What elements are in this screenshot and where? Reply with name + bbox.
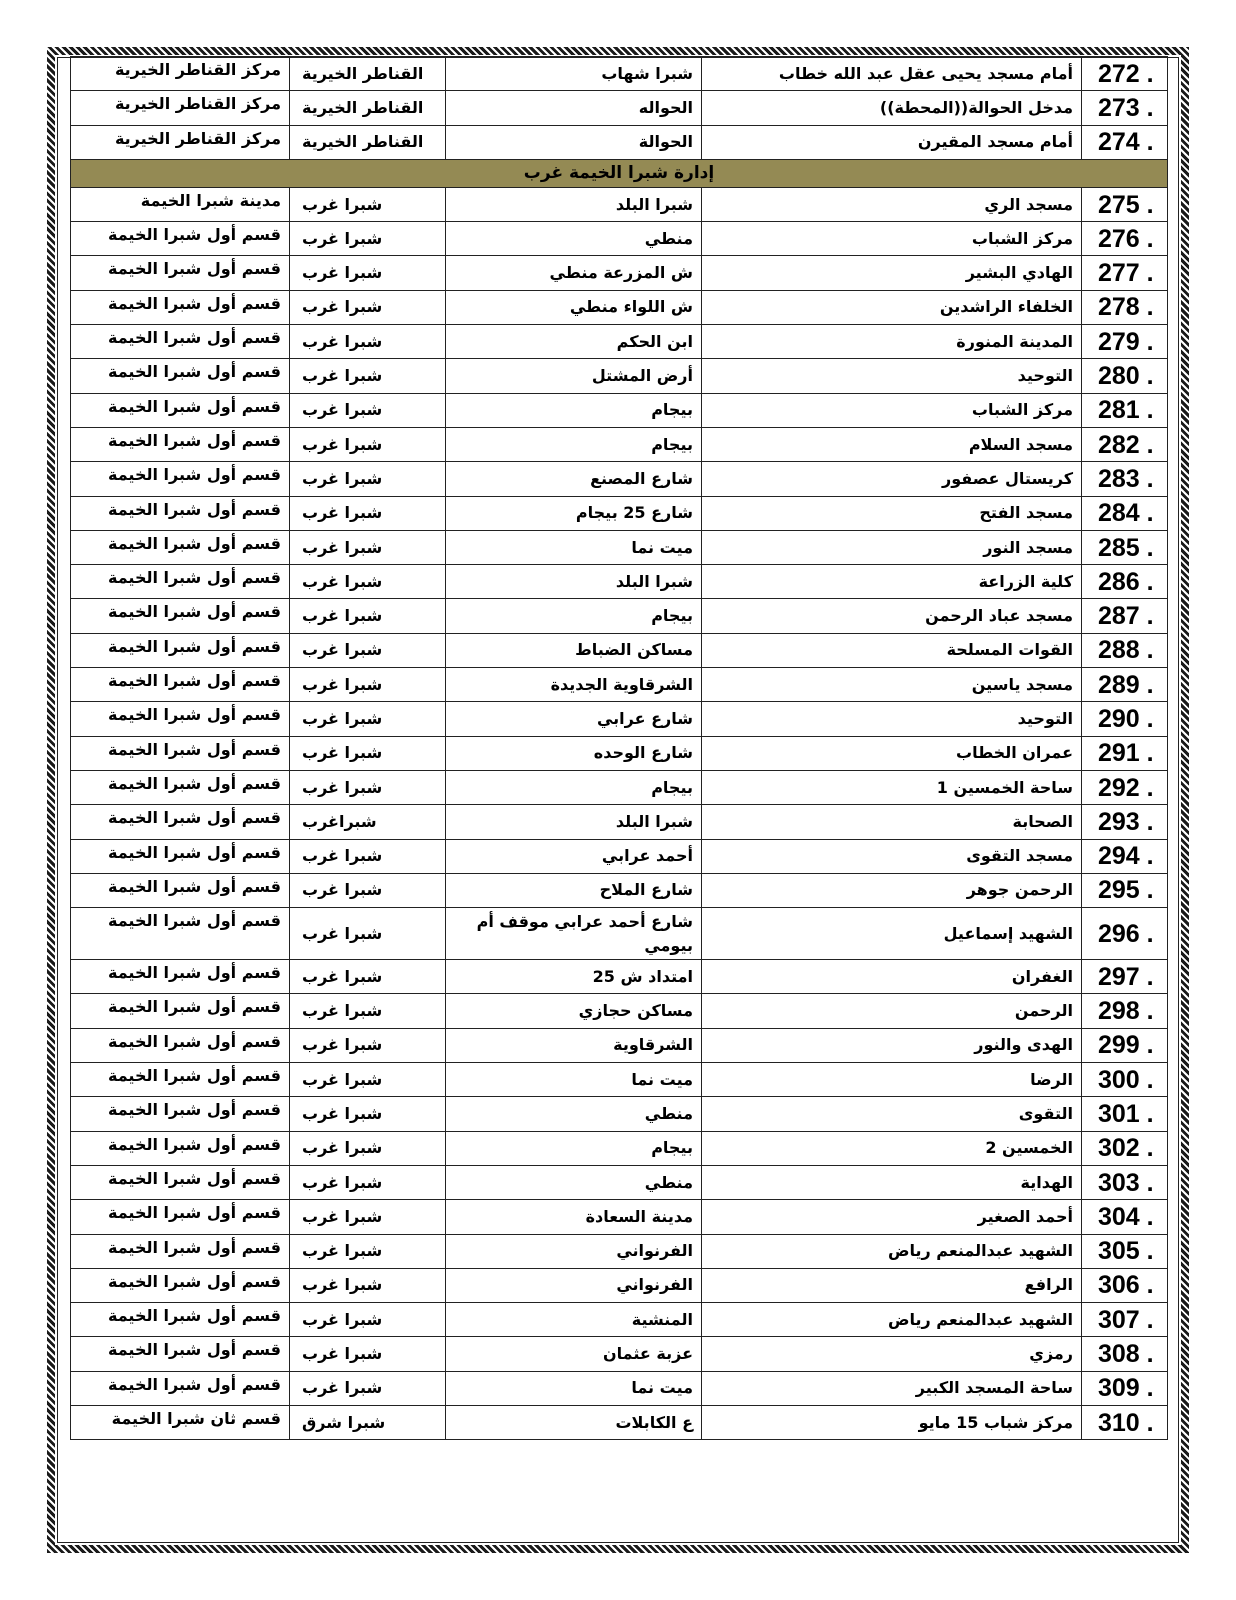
center-name: قسم أول شبرا الخيمة (71, 960, 290, 994)
row-number: 281 . (1082, 393, 1168, 427)
location-name: الهادي البشير (702, 256, 1082, 290)
row-number: 300 . (1082, 1063, 1168, 1097)
location-name: مسجد الري (702, 187, 1082, 221)
row-number: 275 . (1082, 187, 1168, 221)
table-row (71, 1131, 1168, 1165)
district-name: شبرا غرب (290, 736, 446, 770)
location-name: الهداية (702, 1165, 1082, 1199)
row-number: 272 . (1082, 57, 1168, 91)
area-name: بيجام (446, 393, 702, 427)
center-name: مركز القناطر الخيرية (71, 125, 290, 159)
area-name: الشرقاوية الجديدة (446, 668, 702, 702)
center-name: قسم أول شبرا الخيمة (71, 1337, 290, 1371)
location-name: التقوى (702, 1097, 1082, 1131)
row-number: 283 . (1082, 462, 1168, 496)
table-row (71, 1337, 1168, 1371)
location-name: الشهيد عبدالمنعم رياض (702, 1303, 1082, 1337)
table-row (71, 427, 1168, 461)
table-row (71, 960, 1168, 994)
row-number: 299 . (1082, 1028, 1168, 1062)
area-name: أحمد عرابي (446, 839, 702, 873)
location-name: مركز شباب 15 مايو (702, 1405, 1082, 1439)
district-name: القناطر الخيرية (290, 91, 446, 125)
area-name: مساكن الضباط (446, 633, 702, 667)
area-name: شبرا البلد (446, 187, 702, 221)
location-name: مسجد النور (702, 530, 1082, 564)
center-name: قسم أول شبرا الخيمة (71, 1371, 290, 1405)
area-name: ميت نما (446, 530, 702, 564)
district-name: شبرا غرب (290, 702, 446, 736)
center-name: قسم أول شبرا الخيمة (71, 1234, 290, 1268)
table-row (71, 496, 1168, 530)
center-name: قسم أول شبرا الخيمة (71, 565, 290, 599)
district-name: شبرا شرق (290, 1405, 446, 1439)
area-name: مساكن حجازي (446, 994, 702, 1028)
center-name: قسم أول شبرا الخيمة (71, 1063, 290, 1097)
section-title: إدارة شبرا الخيمة غرب (71, 159, 1168, 187)
table-row (71, 290, 1168, 324)
district-name: شبرا غرب (290, 359, 446, 393)
area-name: الشرقاوية (446, 1028, 702, 1062)
row-number: 296 . (1082, 908, 1168, 960)
district-name: شبرا غرب (290, 496, 446, 530)
area-name: بيجام (446, 1131, 702, 1165)
center-name: قسم أول شبرا الخيمة (71, 736, 290, 770)
district-name: شبرا غرب (290, 668, 446, 702)
table-row (71, 908, 1168, 960)
district-name: شبرا غرب (290, 1097, 446, 1131)
location-name: عمران الخطاب (702, 736, 1082, 770)
area-name: المنشية (446, 1303, 702, 1337)
table-row (71, 668, 1168, 702)
district-name: شبرا غرب (290, 1028, 446, 1062)
area-name: شبرا شهاب (446, 57, 702, 91)
center-name: قسم أول شبرا الخيمة (71, 668, 290, 702)
district-name: شبرا غرب (290, 290, 446, 324)
row-number: 282 . (1082, 427, 1168, 461)
location-name: مسجد الفتح (702, 496, 1082, 530)
area-name: بيجام (446, 427, 702, 461)
center-name: قسم أول شبرا الخيمة (71, 427, 290, 461)
location-name: المدينة المنورة (702, 325, 1082, 359)
row-number: 293 . (1082, 805, 1168, 839)
table-row (71, 736, 1168, 770)
location-name: الشهيد عبدالمنعم رياض (702, 1234, 1082, 1268)
table-row (71, 359, 1168, 393)
center-name: قسم أول شبرا الخيمة (71, 1200, 290, 1234)
table-row (71, 222, 1168, 256)
location-name: الشهيد إسماعيل (702, 908, 1082, 960)
row-number: 280 . (1082, 359, 1168, 393)
area-name: منطي (446, 1165, 702, 1199)
row-number: 279 . (1082, 325, 1168, 359)
table-row (71, 462, 1168, 496)
center-name: قسم أول شبرا الخيمة (71, 702, 290, 736)
row-number: 274 . (1082, 125, 1168, 159)
center-name: قسم ثان شبرا الخيمة (71, 1405, 290, 1439)
row-number: 277 . (1082, 256, 1168, 290)
area-name: ش اللواء منطي (446, 290, 702, 324)
table-row (71, 187, 1168, 221)
center-name: قسم أول شبرا الخيمة (71, 599, 290, 633)
location-name: رمزي (702, 1337, 1082, 1371)
row-number: 278 . (1082, 290, 1168, 324)
table-row (71, 57, 1168, 91)
location-name: كلية الزراعة (702, 565, 1082, 599)
location-name: مسجد ياسين (702, 668, 1082, 702)
location-name: الرضا (702, 1063, 1082, 1097)
center-name: قسم أول شبرا الخيمة (71, 1028, 290, 1062)
area-name: الفرنواني (446, 1268, 702, 1302)
table-row (71, 599, 1168, 633)
district-name: شبرا غرب (290, 873, 446, 907)
district-name: شبرا غرب (290, 187, 446, 221)
area-name: شارع الملاح (446, 873, 702, 907)
location-name: مسجد السلام (702, 427, 1082, 461)
row-number: 289 . (1082, 668, 1168, 702)
location-name: الخلفاء الراشدين (702, 290, 1082, 324)
location-name: أمام مسجد يحيى عقل عبد الله خطاب (702, 57, 1082, 91)
center-name: قسم أول شبرا الخيمة (71, 770, 290, 804)
row-number: 287 . (1082, 599, 1168, 633)
location-name: التوحيد (702, 359, 1082, 393)
area-name: شارع المصنع (446, 462, 702, 496)
row-number: 306 . (1082, 1268, 1168, 1302)
table-row (71, 1234, 1168, 1268)
table-row (71, 1200, 1168, 1234)
district-name: شبرا غرب (290, 1268, 446, 1302)
row-number: 298 . (1082, 994, 1168, 1028)
district-name: القناطر الخيرية (290, 125, 446, 159)
row-number: 305 . (1082, 1234, 1168, 1268)
area-name: مدينة السعادة (446, 1200, 702, 1234)
center-name: قسم أول شبرا الخيمة (71, 994, 290, 1028)
table-row (71, 1303, 1168, 1337)
location-name: الصحابة (702, 805, 1082, 839)
table-row (71, 1028, 1168, 1062)
table-row (71, 994, 1168, 1028)
center-name: قسم أول شبرا الخيمة (71, 805, 290, 839)
area-name: ميت نما (446, 1063, 702, 1097)
table-row (71, 1371, 1168, 1405)
row-number: 294 . (1082, 839, 1168, 873)
area-name: شارع أحمد عرابي موقف أم بيومي (446, 908, 702, 960)
row-number: 291 . (1082, 736, 1168, 770)
row-number: 310 . (1082, 1405, 1168, 1439)
table-row (71, 1063, 1168, 1097)
table-row (71, 805, 1168, 839)
table-row (71, 393, 1168, 427)
row-number: 288 . (1082, 633, 1168, 667)
area-name: بيجام (446, 599, 702, 633)
district-name: شبرا غرب (290, 1371, 446, 1405)
center-name: قسم أول شبرا الخيمة (71, 1097, 290, 1131)
area-name: الحوالة (446, 125, 702, 159)
table-row (71, 530, 1168, 564)
location-name: مركز الشباب (702, 222, 1082, 256)
center-name: قسم أول شبرا الخيمة (71, 530, 290, 564)
area-name: ميت نما (446, 1371, 702, 1405)
location-name: الرحمن (702, 994, 1082, 1028)
location-name: كريستال عصفور (702, 462, 1082, 496)
area-name: عزبة عثمان (446, 1337, 702, 1371)
row-number: 284 . (1082, 496, 1168, 530)
district-name: شبرا غرب (290, 325, 446, 359)
center-name: قسم أول شبرا الخيمة (71, 633, 290, 667)
location-name: التوحيد (702, 702, 1082, 736)
center-name: قسم أول شبرا الخيمة (71, 1303, 290, 1337)
center-name: قسم أول شبرا الخيمة (71, 325, 290, 359)
district-name: شبرا غرب (290, 393, 446, 427)
district-name: شبرا غرب (290, 770, 446, 804)
location-name: الخمسين 2 (702, 1131, 1082, 1165)
location-name: الغفران (702, 960, 1082, 994)
locations-table (70, 56, 1168, 1440)
location-name: أمام مسجد المقيرن (702, 125, 1082, 159)
row-number: 303 . (1082, 1165, 1168, 1199)
row-number: 285 . (1082, 530, 1168, 564)
center-name: قسم أول شبرا الخيمة (71, 222, 290, 256)
district-name: شبرا غرب (290, 1337, 446, 1371)
area-name: بيجام (446, 770, 702, 804)
location-name: مسجد عباد الرحمن (702, 599, 1082, 633)
center-name: قسم أول شبرا الخيمة (71, 290, 290, 324)
table-row (71, 256, 1168, 290)
center-name: قسم أول شبرا الخيمة (71, 359, 290, 393)
center-name: قسم أول شبرا الخيمة (71, 393, 290, 427)
area-name: شارع 25 بيجام (446, 496, 702, 530)
row-number: 301 . (1082, 1097, 1168, 1131)
row-number: 309 . (1082, 1371, 1168, 1405)
table-row (71, 873, 1168, 907)
row-number: 304 . (1082, 1200, 1168, 1234)
district-name: شبرا غرب (290, 565, 446, 599)
row-number: 307 . (1082, 1303, 1168, 1337)
area-name: شارع عرابي (446, 702, 702, 736)
table-row (71, 1097, 1168, 1131)
area-name: منطي (446, 222, 702, 256)
row-number: 295 . (1082, 873, 1168, 907)
district-name: شبرا غرب (290, 633, 446, 667)
area-name: الحواله (446, 91, 702, 125)
district-name: شبرا غرب (290, 1200, 446, 1234)
table-row (71, 1165, 1168, 1199)
location-name: القوات المسلحة (702, 633, 1082, 667)
location-name: الرحمن جوهر (702, 873, 1082, 907)
area-name: منطي (446, 1097, 702, 1131)
district-name: شبرا غرب (290, 462, 446, 496)
table-row (71, 839, 1168, 873)
district-name: شبرا غرب (290, 1131, 446, 1165)
center-name: قسم أول شبرا الخيمة (71, 256, 290, 290)
district-name: شبرا غرب (290, 222, 446, 256)
district-name: شبرا غرب (290, 1165, 446, 1199)
district-name: شبرا غرب (290, 427, 446, 461)
table-row (71, 702, 1168, 736)
center-name: قسم أول شبرا الخيمة (71, 1268, 290, 1302)
table-row (71, 91, 1168, 125)
table-row (71, 770, 1168, 804)
location-name: مسجد التقوى (702, 839, 1082, 873)
row-number: 292 . (1082, 770, 1168, 804)
center-name: قسم أول شبرا الخيمة (71, 839, 290, 873)
center-name: قسم أول شبرا الخيمة (71, 1131, 290, 1165)
center-name: مدينة شبرا الخيمة (71, 187, 290, 221)
district-name: شبرا غرب (290, 1303, 446, 1337)
area-name: شبرا البلد (446, 565, 702, 599)
location-name: أحمد الصغير (702, 1200, 1082, 1234)
location-name: ساحة المسجد الكبير (702, 1371, 1082, 1405)
district-name: شبرا غرب (290, 960, 446, 994)
area-name: الفرنواني (446, 1234, 702, 1268)
center-name: قسم أول شبرا الخيمة (71, 908, 290, 960)
district-name: شبرا غرب (290, 839, 446, 873)
area-name: شبرا البلد (446, 805, 702, 839)
table-row (71, 1405, 1168, 1439)
location-name: مدخل الحوالة((المحطة)) (702, 91, 1082, 125)
table-row (71, 1268, 1168, 1302)
center-name: قسم أول شبرا الخيمة (71, 462, 290, 496)
row-number: 286 . (1082, 565, 1168, 599)
row-number: 308 . (1082, 1337, 1168, 1371)
location-name: مركز الشباب (702, 393, 1082, 427)
area-name: امتداد ش 25 (446, 960, 702, 994)
table-row (71, 633, 1168, 667)
row-number: 273 . (1082, 91, 1168, 125)
center-name: مركز القناطر الخيرية (71, 57, 290, 91)
district-name: شبرا غرب (290, 1234, 446, 1268)
district-name: شبرا غرب (290, 530, 446, 564)
center-name: مركز القناطر الخيرية (71, 91, 290, 125)
area-name: ع الكابلات (446, 1405, 702, 1439)
location-name: ساحة الخمسين 1 (702, 770, 1082, 804)
table-row (71, 125, 1168, 159)
area-name: شارع الوحده (446, 736, 702, 770)
section-header-row (71, 159, 1168, 187)
district-name: شبراغرب (290, 805, 446, 839)
table-row (71, 325, 1168, 359)
center-name: قسم أول شبرا الخيمة (71, 496, 290, 530)
district-name: شبرا غرب (290, 256, 446, 290)
locations-table-body (71, 57, 1168, 1440)
district-name: شبرا غرب (290, 994, 446, 1028)
row-number: 276 . (1082, 222, 1168, 256)
area-name: ابن الحكم (446, 325, 702, 359)
table-row (71, 565, 1168, 599)
area-name: أرض المشتل (446, 359, 702, 393)
district-name: شبرا غرب (290, 599, 446, 633)
location-name: الهدى والنور (702, 1028, 1082, 1062)
district-name: القناطر الخيرية (290, 57, 446, 91)
row-number: 302 . (1082, 1131, 1168, 1165)
district-name: شبرا غرب (290, 908, 446, 960)
location-name: الرافع (702, 1268, 1082, 1302)
row-number: 297 . (1082, 960, 1168, 994)
district-name: شبرا غرب (290, 1063, 446, 1097)
center-name: قسم أول شبرا الخيمة (71, 1165, 290, 1199)
area-name: ش المزرعة منطي (446, 256, 702, 290)
center-name: قسم أول شبرا الخيمة (71, 873, 290, 907)
row-number: 290 . (1082, 702, 1168, 736)
